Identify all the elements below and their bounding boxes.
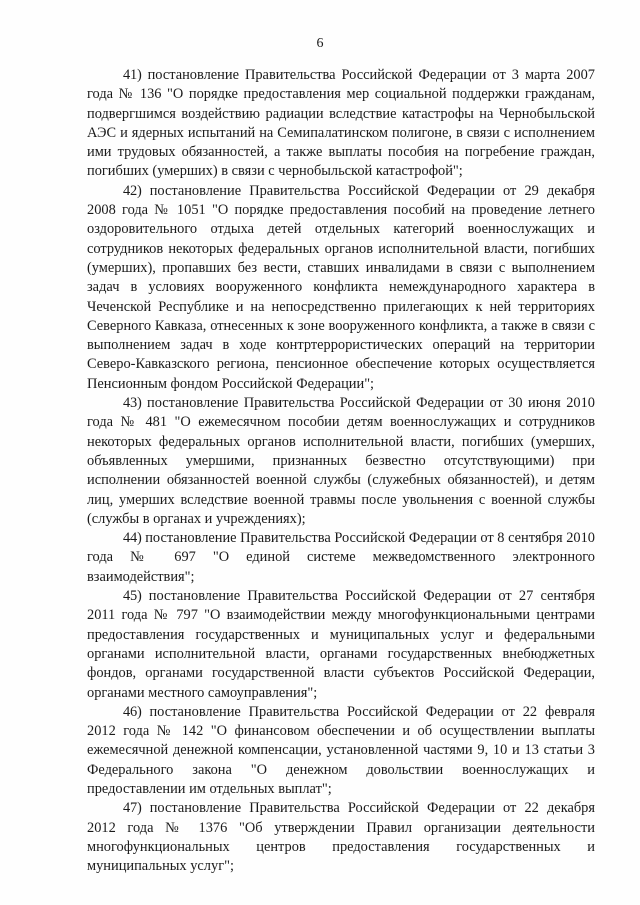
- document-body: [87, 66, 595, 876]
- item-text: постановление Правительства Российской Федерации от 8 сентября 2010 года № 697 "О единой системе межведомственного электронного взаимодействия";: [87, 530, 595, 585]
- item-number: 45): [123, 588, 142, 605]
- item-number: 43): [123, 395, 142, 412]
- item-number: 46): [123, 703, 142, 720]
- list-item-43: [87, 394, 595, 529]
- item-number: 41): [123, 67, 142, 83]
- item-text: постановление Правительства Российской Федерации от 22 декабря 2012 года № 1376 "Об утверждении Правил организации деятельности многофункциональных центров предоставления государственных и муниципальных услуг";: [87, 800, 595, 875]
- page-number: 6: [316, 36, 324, 51]
- list-item-46: [87, 703, 595, 799]
- list-item-44: [87, 529, 595, 587]
- item-text: постановление Правительства Российской Федерации от 29 декабря 2008 года № 1051 "О порядке предоставления пособий на проведение летнего оздоровительного отдыха детей отдельных категорий военнослужащих и сотрудников некоторых федеральных органов исполнительной власти, погибших (умерших), пропавших без вести, ставших инвалидами в связи с выполнением задач в условиях вооруженного конфликта немеждународного характера в Чеченской Республике и на непосредственно прилегающих к ней территориях Северного Кавказа, отнесенных к зоне вооруженного конфликта, а также в связи с выполнением задач в ходе контртеррористических операций на территории Северо-Кавказского региона, пенсионное обеспечение которых осуществляется Пенсионным фондом Российской Федерации";: [87, 182, 595, 392]
- item-number: 42): [123, 182, 142, 199]
- list-item-41: [87, 66, 595, 182]
- list-item-47: [87, 799, 595, 876]
- item-text: постановление Правительства Российской Федерации от 30 июня 2010 года № 481 "О ежемесячном пособии детям военнослужащих и сотрудников некоторых федеральных органов исполнительной власти, погибших (умерших, объявленных умершими, признанных безвестно отсутствующими) при исполнении обязанностей военной службы (служебных обязанностей), и детям лиц, умерших вследствие военной травмы после увольнения с военной службы (службы в органах и учреждениях);: [87, 395, 595, 527]
- list-item-45: [87, 587, 595, 703]
- list-item-42: [87, 182, 595, 394]
- item-text: постановление Правительства Российской Федерации от 27 сентября 2011 года № 797 "О взаимодействии между многофункциональными центрами предоставления государственных и муниципальных услуг и федеральными органами исполнительной власти, органами государственных внебюджетных фондов, органами государственной власти субъектов Российской Федерации, органами местного самоуправления";: [87, 588, 595, 701]
- item-number: 47): [123, 800, 142, 817]
- item-text: постановление Правительства Российской Федерации от 22 февраля 2012 года № 142 "О финансовом обеспечении и об осуществлении выплаты ежемесячной денежной компенсации, установленной частями 9, 10 и 13 статьи 3 Федерального закона "О денежном довольствии военнослужащих и предоставлении им отдельных выплат";: [87, 703, 595, 797]
- item-number: 44): [123, 530, 142, 547]
- item-text: постановление Правительства Российской Федерации от 3 марта 2007 года № 136 "О порядке предоставления мер социальной поддержки гражданам, подвергшимся воздействию радиации вследствие катастрофы на Чернобыльской АЭС и ядерных испытаний на Семипалатинском полигоне, в связи с исполнением ими трудовых обязанностей, а также выплаты пособия на погребение граждан, погибших (умерших) в связи с чернобыльской катастрофой";: [87, 67, 595, 180]
